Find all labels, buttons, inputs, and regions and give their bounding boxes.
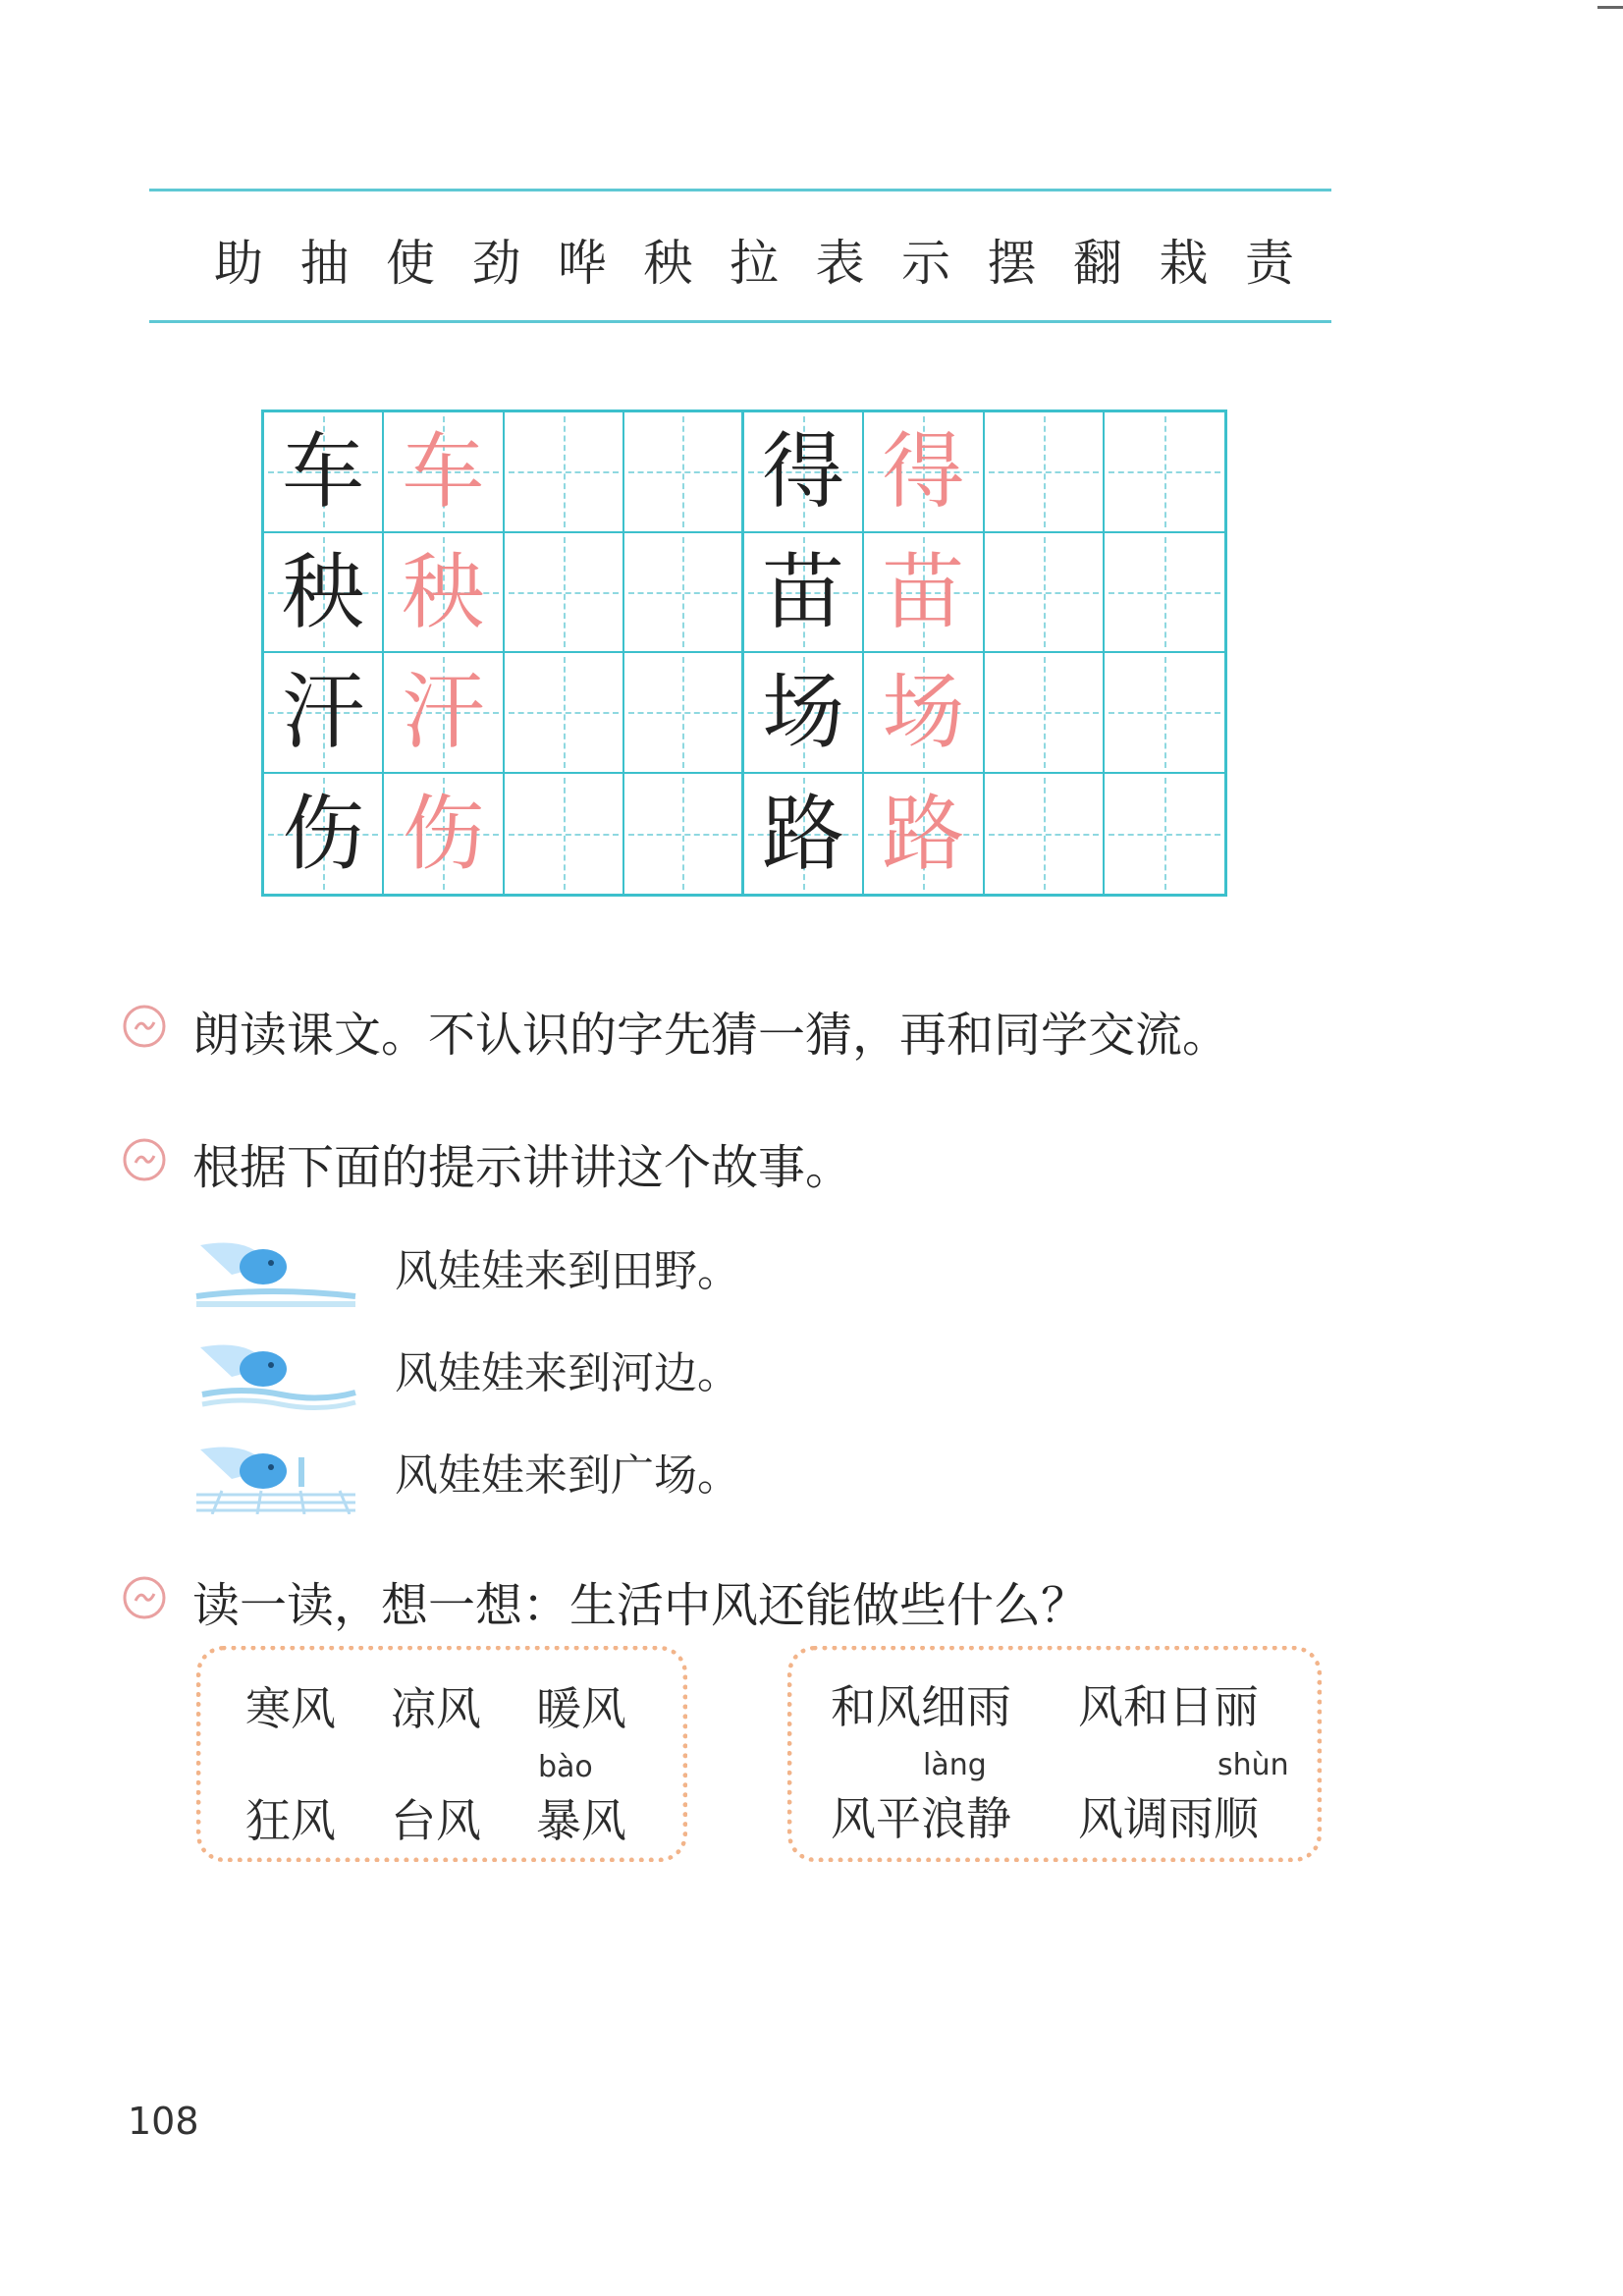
- idiom: 风调雨顺: [1078, 1792, 1259, 1845]
- grid-cell: [864, 653, 984, 774]
- writing-grid: [261, 410, 1227, 897]
- grid-character: 苗: [762, 543, 845, 640]
- task-read-aloud: 朗读课文。不认识的字先猜一猜，再和同学交流。: [192, 1008, 1230, 1063]
- grid-cell: [744, 774, 864, 895]
- wind-baby-field-icon: [192, 1231, 359, 1310]
- corner-mark: [1597, 6, 1623, 9]
- grid-character: 伤: [402, 785, 485, 882]
- page-number: 108: [128, 2100, 199, 2143]
- pinyin-shun: shùn: [1217, 1748, 1289, 1782]
- task-icon: [122, 1004, 167, 1049]
- grid-character: 汗: [282, 664, 365, 761]
- story-prompt-square: 风娃娃来到广场。: [395, 1450, 740, 1501]
- grid-cell: [624, 774, 744, 895]
- grid-cell: [384, 653, 504, 774]
- word: 台风: [391, 1794, 481, 1847]
- grid-cell: [864, 412, 984, 533]
- wind-baby-river-icon: [192, 1334, 359, 1412]
- grid-cell: [264, 653, 384, 774]
- grid-character: 车: [282, 423, 365, 520]
- grid-character: 得: [762, 423, 845, 520]
- new-char: 秧: [643, 235, 693, 292]
- grid-character: 汗: [402, 664, 485, 761]
- new-char: 责: [1245, 235, 1294, 292]
- grid-cell: [505, 533, 624, 654]
- story-prompt-field: 风娃娃来到田野。: [395, 1246, 740, 1296]
- word: 暴风: [536, 1794, 626, 1847]
- grid-cell: [624, 533, 744, 654]
- grid-character: 场: [882, 664, 965, 761]
- grid-cell: [864, 774, 984, 895]
- band-bottom-line: [149, 320, 1331, 323]
- word: 暖风: [536, 1682, 626, 1735]
- grid-cell: [384, 533, 504, 654]
- grid-character: 苗: [882, 543, 965, 640]
- grid-character: 车: [402, 423, 485, 520]
- word: 寒风: [245, 1682, 336, 1735]
- new-characters-row: [214, 224, 1294, 295]
- grid-character: 路: [882, 785, 965, 882]
- wind-baby-square-icon: [192, 1436, 359, 1514]
- new-char: 翻: [1073, 235, 1122, 292]
- new-char: 助: [214, 235, 263, 292]
- grid-cell: [384, 774, 504, 895]
- new-char: 示: [901, 235, 950, 292]
- task-icon: [122, 1575, 167, 1620]
- grid-cell: [864, 533, 984, 654]
- grid-cell: [624, 653, 744, 774]
- idiom: 风平浪静: [831, 1792, 1011, 1845]
- idiom: 风和日丽: [1078, 1680, 1259, 1733]
- word: 凉风: [391, 1682, 481, 1735]
- pinyin-lang: làng: [923, 1748, 987, 1782]
- grid-cell: [505, 653, 624, 774]
- grid-cell: [1105, 653, 1224, 774]
- grid-cell: [1105, 774, 1224, 895]
- grid-cell: [744, 533, 864, 654]
- grid-cell: [505, 412, 624, 533]
- pinyin-bao: bào: [538, 1750, 593, 1784]
- new-char: 表: [815, 235, 865, 292]
- grid-character: 得: [882, 423, 965, 520]
- new-char: 使: [386, 235, 435, 292]
- grid-cell: [264, 412, 384, 533]
- task-icon: [122, 1137, 167, 1182]
- band-top-line: [149, 189, 1331, 191]
- grid-cell: [985, 412, 1105, 533]
- grid-character: 路: [762, 785, 845, 882]
- grid-cell: [985, 533, 1105, 654]
- grid-cell: [505, 774, 624, 895]
- task-tell-story: 根据下面的提示讲讲这个故事。: [192, 1140, 853, 1195]
- grid-cell: [744, 412, 864, 533]
- grid-character: 场: [762, 664, 845, 761]
- grid-cell: [744, 653, 864, 774]
- idiom: 和风细雨: [831, 1680, 1011, 1733]
- grid-cell: [985, 774, 1105, 895]
- grid-cell: [384, 412, 504, 533]
- new-char: 劲: [471, 235, 521, 292]
- grid-cell: [264, 533, 384, 654]
- grid-character: 伤: [282, 785, 365, 882]
- grid-character: 秧: [402, 543, 485, 640]
- task-think-wind: 读一读，想一想：生活中风还能做些什么？: [192, 1578, 1089, 1633]
- grid-cell: [985, 653, 1105, 774]
- grid-character: 秧: [282, 543, 365, 640]
- new-char: 栽: [1159, 235, 1209, 292]
- story-prompt-river: 风娃娃来到河边。: [395, 1348, 740, 1398]
- grid-cell: [264, 774, 384, 895]
- word: 狂风: [245, 1794, 336, 1847]
- grid-cell: [1105, 412, 1224, 533]
- grid-cell: [1105, 533, 1224, 654]
- new-char: 哗: [558, 235, 607, 292]
- new-char: 抽: [299, 235, 350, 292]
- grid-cell: [624, 412, 744, 533]
- new-char: 摆: [987, 235, 1037, 292]
- new-char: 拉: [730, 235, 779, 292]
